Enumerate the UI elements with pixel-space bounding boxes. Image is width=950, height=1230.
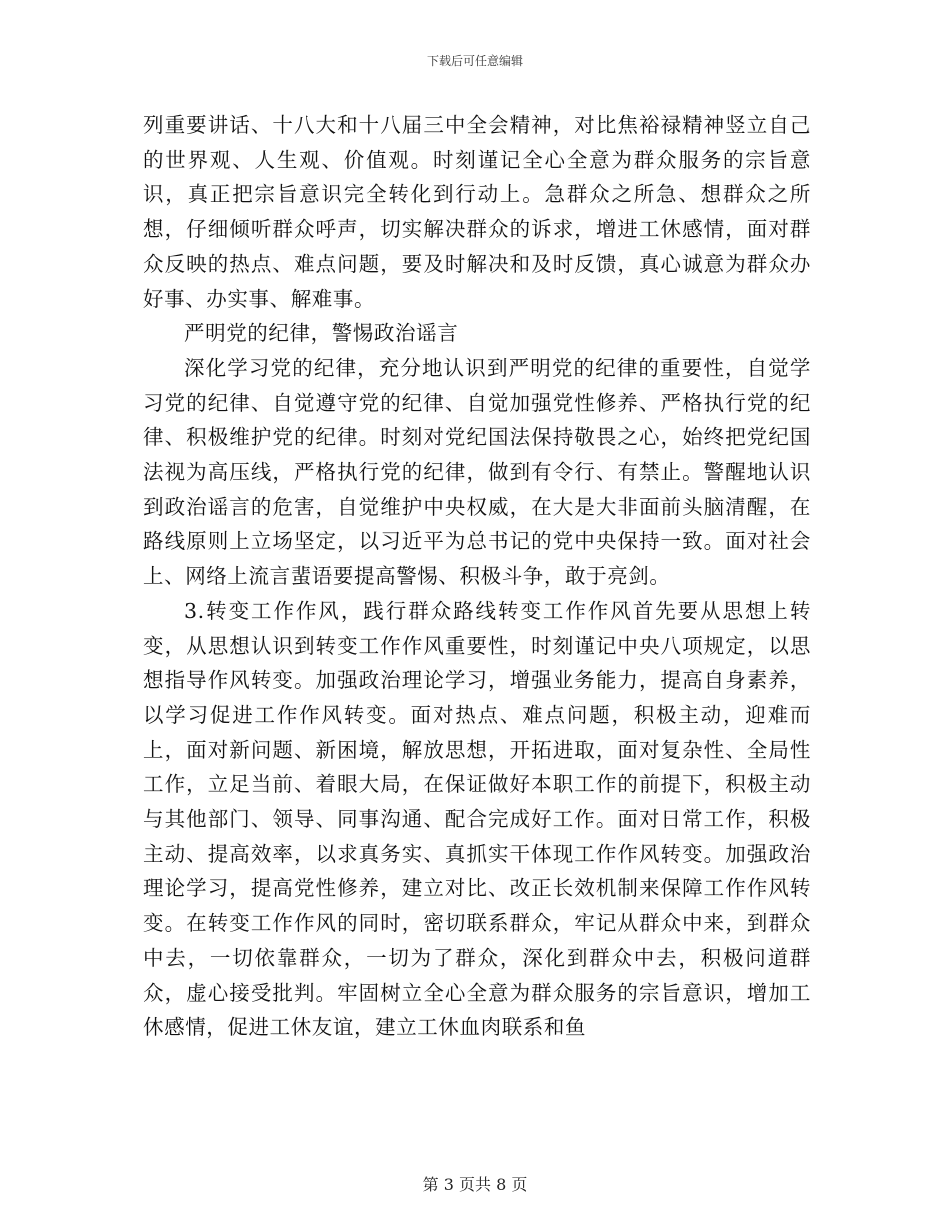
page-header: 下载后可任意编辑 bbox=[426, 54, 523, 68]
document-body bbox=[143, 108, 811, 1045]
section-heading: 严明党的纪律，警惕政治谣言 bbox=[184, 321, 459, 346]
paragraph-3: 3.转变工作作风，践行群众路线转变工作作风首先要从思想上转变，从思想认识到转变工作作风重要性，时刻谨记中央八项规定，以思想指导作风转变。加强政治理论学习，增强业务能力，提高自身素养，以学习促进工作作风转变。面对热点、难点问题，积极主动，迎难而上，面对新问题、新困境，解放思想，开拓进取，面对复杂性、全局性工作，立足当前、着眼大局，在保证做好本职工作的前提下，积极主动与其他部门、领导、同事沟通、配合完成好工作。面对日常工作，积极主动、提高效率，以求真务实、真抓实干体现工作作风转变。加强政治理论学习，提高党性修养，建立对比、改正长效机制来保障工作作风转变。在转变工作作风的同时，密切联系群众，牢记从群众中来，到群众中去，一切依靠群众，一切为了群众，深化到群众中去，积极问道群众，虚心接受批判。牢固树立全心全意为群众服务的宗旨意识，增加工休感情，促进工休友谊，建立工休血肉联系和鱼 bbox=[143, 598, 811, 1040]
paragraph-2: 深化学习党的纪律，充分地认识到严明党的纪律的重要性，自觉学习党的纪律、自觉遵守党的纪律、自觉加强党性修养、严格执行党的纪律、积极维护党的纪律。时刻对党纪国法保持敬畏之心，始终把党纪国法视为高压线，严格执行党的纪律，做到有令行、有禁止。警醒地认识到政治谣言的危害，自觉维护中央权威，在大是大非面前头脑清醒，在路线原则上立场坚定，以习近平为总书记的党中央保持一致。面对社会上、网络上流言蜚语要提高警惕、积极斗争，敢于亮剑。 bbox=[143, 355, 811, 589]
paragraph-1: 列重要讲话、十八大和十八届三中全会精神，对比焦裕禄精神竖立自己的世界观、人生观、价值观。时刻谨记全心全意为群众服务的宗旨意识，真正把宗旨意识完全转化到行动上。急群众之所急、想群众之所想，仔细倾听群众呼声，切实解决群众的诉求，增进工休感情，面对群众反映的热点、难点问题，要及时解决和及时反馈，真心诚意为群众办好事、办实事、解难事。 bbox=[143, 113, 811, 311]
page-number-footer: 第 3 页共 8 页 bbox=[422, 1175, 528, 1194]
